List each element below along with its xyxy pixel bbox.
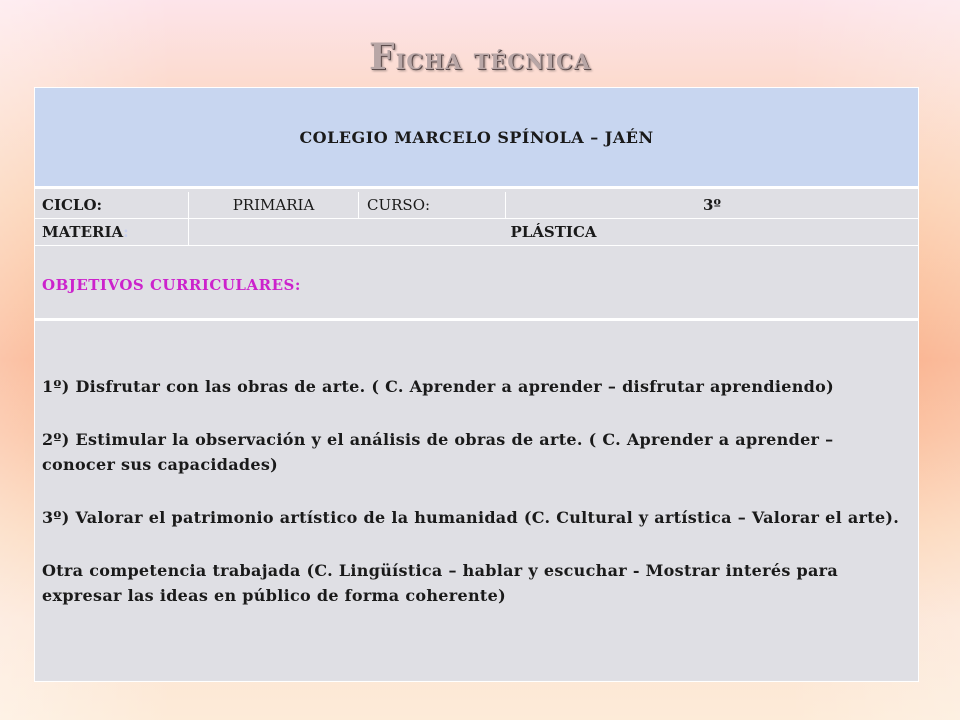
objective-item: 3º) Valorar el patrimonio artístico de la humanidad (C. Cultural y artística – Valorar el arte). — [42, 508, 900, 527]
objectives-heading: OBJETIVOS CURRICULARES: — [42, 276, 301, 294]
ciclo-value: PRIMARIA — [189, 192, 359, 218]
ciclo-label: CICLO: — [35, 192, 189, 218]
objectives-heading-row — [35, 247, 918, 321]
page-title-initial: F — [368, 36, 396, 78]
materia-label-cell — [35, 219, 189, 245]
objectives-list — [42, 374, 910, 608]
school-name: COLEGIO MARCELO SPÍNOLA – JAÉN — [299, 127, 654, 147]
ciclo-curso-row — [35, 192, 918, 219]
objective-item: 1º) Disfrutar con las obras de arte. ( C. Aprender a aprender – disfrutar aprendiendo) — [42, 377, 834, 396]
materia-label: MATERIA — [42, 223, 124, 241]
materia-value: PLÁSTICA — [510, 223, 597, 241]
school-header — [35, 88, 918, 189]
page-title — [0, 36, 960, 78]
technical-sheet-table — [34, 87, 919, 682]
page-title-rest: icha técnica — [395, 42, 592, 77]
materia-colon: : — [123, 223, 129, 241]
objective-item: Otra competencia trabajada (C. Lingüística – hablar y escuchar - Mostrar interés para expresar las ideas en público de forma coherente) — [42, 561, 839, 605]
curso-label: CURSO: — [359, 192, 506, 218]
curso-value: 3º — [703, 196, 721, 214]
objective-item: 2º) Estimular la observación y el análisis de obras de arte. ( C. Aprender a aprender – conocer sus capacidades) — [42, 430, 834, 474]
materia-row — [35, 219, 918, 246]
